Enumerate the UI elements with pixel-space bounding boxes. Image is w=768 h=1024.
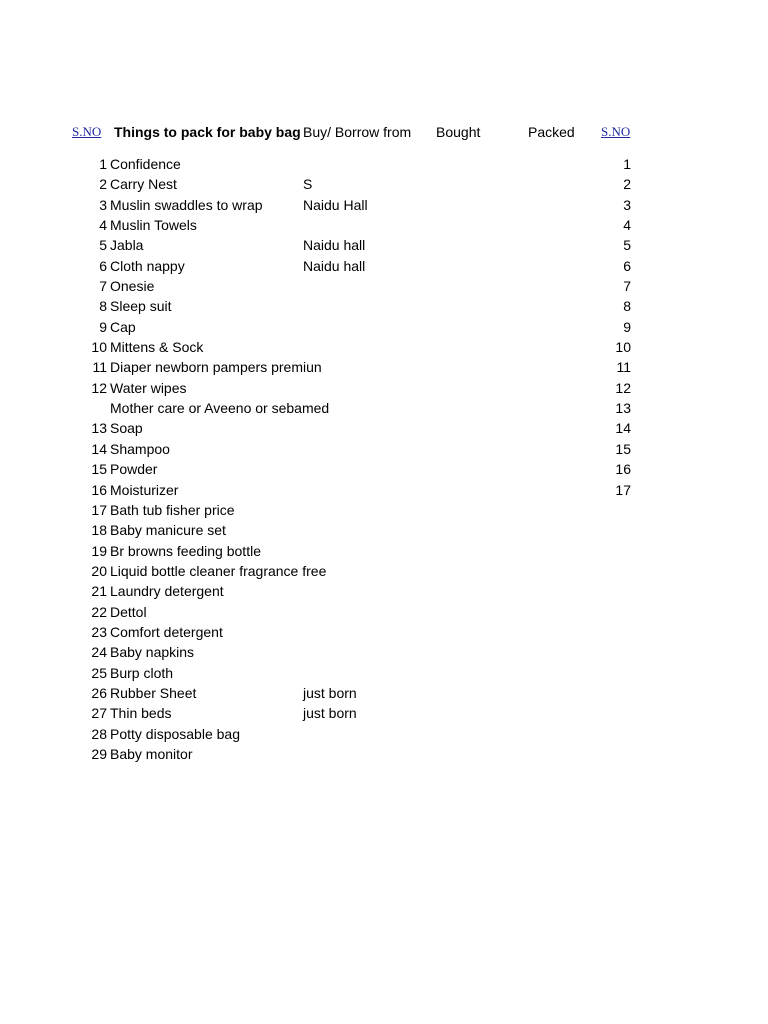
table-row [0, 683, 768, 703]
row-number: 28 [91, 725, 107, 742]
row-number: 10 [91, 339, 107, 356]
table-row [0, 724, 768, 744]
item-name: Potty disposable bag [110, 725, 240, 742]
buy-borrow-column-header: Buy/ Borrow from [303, 124, 412, 140]
serial-number: 14 [615, 420, 631, 437]
item-name: Baby manicure set [110, 522, 226, 539]
row-number: 20 [91, 562, 107, 579]
row-number: 9 [99, 318, 107, 335]
item-name: Shampoo [110, 440, 170, 457]
item-name: Diaper newborn pampers premiun [110, 359, 322, 376]
serial-number: 2 [623, 176, 631, 193]
sno-left-link[interactable]: S.NO [72, 124, 102, 139]
item-list [0, 154, 768, 764]
item-name: Moisturizer [110, 481, 179, 498]
row-number: 18 [91, 522, 107, 539]
row-number: 8 [99, 298, 107, 315]
sno-right-link[interactable]: S.NO [601, 124, 631, 139]
table-row [0, 174, 768, 194]
item-name: Confidence [110, 156, 181, 172]
serial-number: 10 [615, 339, 631, 356]
table-row [0, 296, 768, 316]
serial-number: 11 [616, 359, 631, 376]
buy-borrow-source: Naidu hall [303, 257, 366, 274]
serial-number: 6 [623, 257, 631, 274]
serial-number: 8 [623, 298, 631, 315]
header-row [0, 122, 768, 144]
table-row [0, 256, 768, 276]
table-row [0, 703, 768, 723]
row-number: 24 [91, 644, 107, 661]
row-number: 12 [91, 379, 107, 396]
row-number: 7 [99, 278, 107, 295]
row-number: 1 [99, 156, 107, 172]
buy-borrow-source: just born [303, 684, 357, 701]
row-number: 22 [91, 603, 107, 620]
serial-number: 3 [623, 196, 631, 213]
row-number: 25 [91, 664, 107, 681]
buy-borrow-source: Naidu Hall [303, 196, 368, 213]
table-row [0, 561, 768, 581]
item-name: Bath tub fisher price [110, 501, 235, 518]
table-row [0, 154, 768, 174]
row-number: 14 [91, 440, 107, 457]
item-name: Burp cloth [110, 664, 174, 681]
row-number: 21 [91, 583, 107, 600]
item-name: Powder [110, 461, 158, 478]
item-name: Comfort detergent [110, 623, 223, 640]
row-number: 5 [99, 237, 107, 254]
row-number: 29 [91, 745, 107, 762]
item-name: Cap [110, 318, 136, 335]
item-name: Cloth nappy [110, 257, 185, 274]
row-number: 15 [91, 461, 107, 478]
item-name: Mittens & Sock [110, 339, 204, 356]
row-number: 17 [91, 501, 107, 518]
table-row [0, 622, 768, 642]
row-number: 6 [99, 257, 107, 274]
table-row [0, 398, 768, 418]
row-number: 16 [91, 481, 107, 498]
item-name: Br browns feeding bottle [110, 542, 261, 559]
item-name: Mother care or Aveeno or sebamed [110, 400, 330, 417]
row-number: 26 [91, 684, 107, 701]
serial-number: 17 [615, 481, 631, 498]
table-row [0, 337, 768, 357]
table-row [0, 642, 768, 662]
table-row [0, 195, 768, 215]
item-name: Baby napkins [110, 644, 195, 661]
item-name: Liquid bottle cleaner fragrance free [110, 562, 327, 579]
table-row [0, 439, 768, 459]
item-name: Thin beds [110, 705, 172, 722]
item-name: Onesie [110, 278, 155, 295]
item-name: Muslin swaddles to wrap [110, 196, 263, 213]
row-number: 19 [91, 542, 107, 559]
item-name: Jabla [110, 237, 144, 254]
item-name: Soap [110, 420, 143, 437]
table-row [0, 276, 768, 296]
item-name: Dettol [110, 603, 147, 620]
table-row [0, 663, 768, 683]
buy-borrow-source: S [303, 176, 313, 193]
table-row [0, 357, 768, 377]
table-row [0, 500, 768, 520]
item-name: Baby monitor [110, 745, 193, 762]
buy-borrow-source: just born [303, 705, 357, 722]
table-row [0, 418, 768, 438]
row-number: 23 [91, 623, 107, 640]
table-row [0, 744, 768, 764]
item-name: Sleep suit [110, 298, 172, 315]
serial-number: 12 [615, 379, 631, 396]
table-row [0, 602, 768, 622]
serial-number: 13 [615, 400, 631, 417]
serial-number: 16 [615, 461, 631, 478]
item-name: Laundry detergent [110, 583, 224, 600]
row-number: 2 [99, 176, 107, 193]
packed-column-header: Packed [528, 124, 575, 140]
item-name: Water wipes [110, 379, 187, 396]
item-name: Muslin Towels [110, 217, 197, 234]
table-row [0, 378, 768, 398]
table-row [0, 581, 768, 601]
row-number: 11 [92, 359, 107, 376]
table-row [0, 215, 768, 235]
row-number: 4 [99, 217, 107, 234]
things-column-header: Things to pack for baby bag [114, 124, 301, 140]
row-number: 3 [99, 196, 107, 213]
table-row [0, 480, 768, 500]
item-name: Rubber Sheet [110, 684, 197, 701]
table-row [0, 520, 768, 540]
serial-number: 15 [615, 440, 631, 457]
serial-number: 5 [623, 237, 631, 254]
table-row [0, 235, 768, 255]
item-name: Carry Nest [110, 176, 177, 193]
bought-column-header: Bought [436, 124, 481, 140]
serial-number: 1 [623, 156, 631, 172]
serial-number: 7 [623, 278, 631, 295]
table-row [0, 459, 768, 479]
table-row [0, 541, 768, 561]
serial-number: 4 [623, 217, 631, 234]
buy-borrow-source: Naidu hall [303, 237, 366, 254]
row-number: 27 [91, 705, 107, 722]
serial-number: 9 [623, 318, 631, 335]
table-row [0, 317, 768, 337]
row-number: 13 [91, 420, 107, 437]
